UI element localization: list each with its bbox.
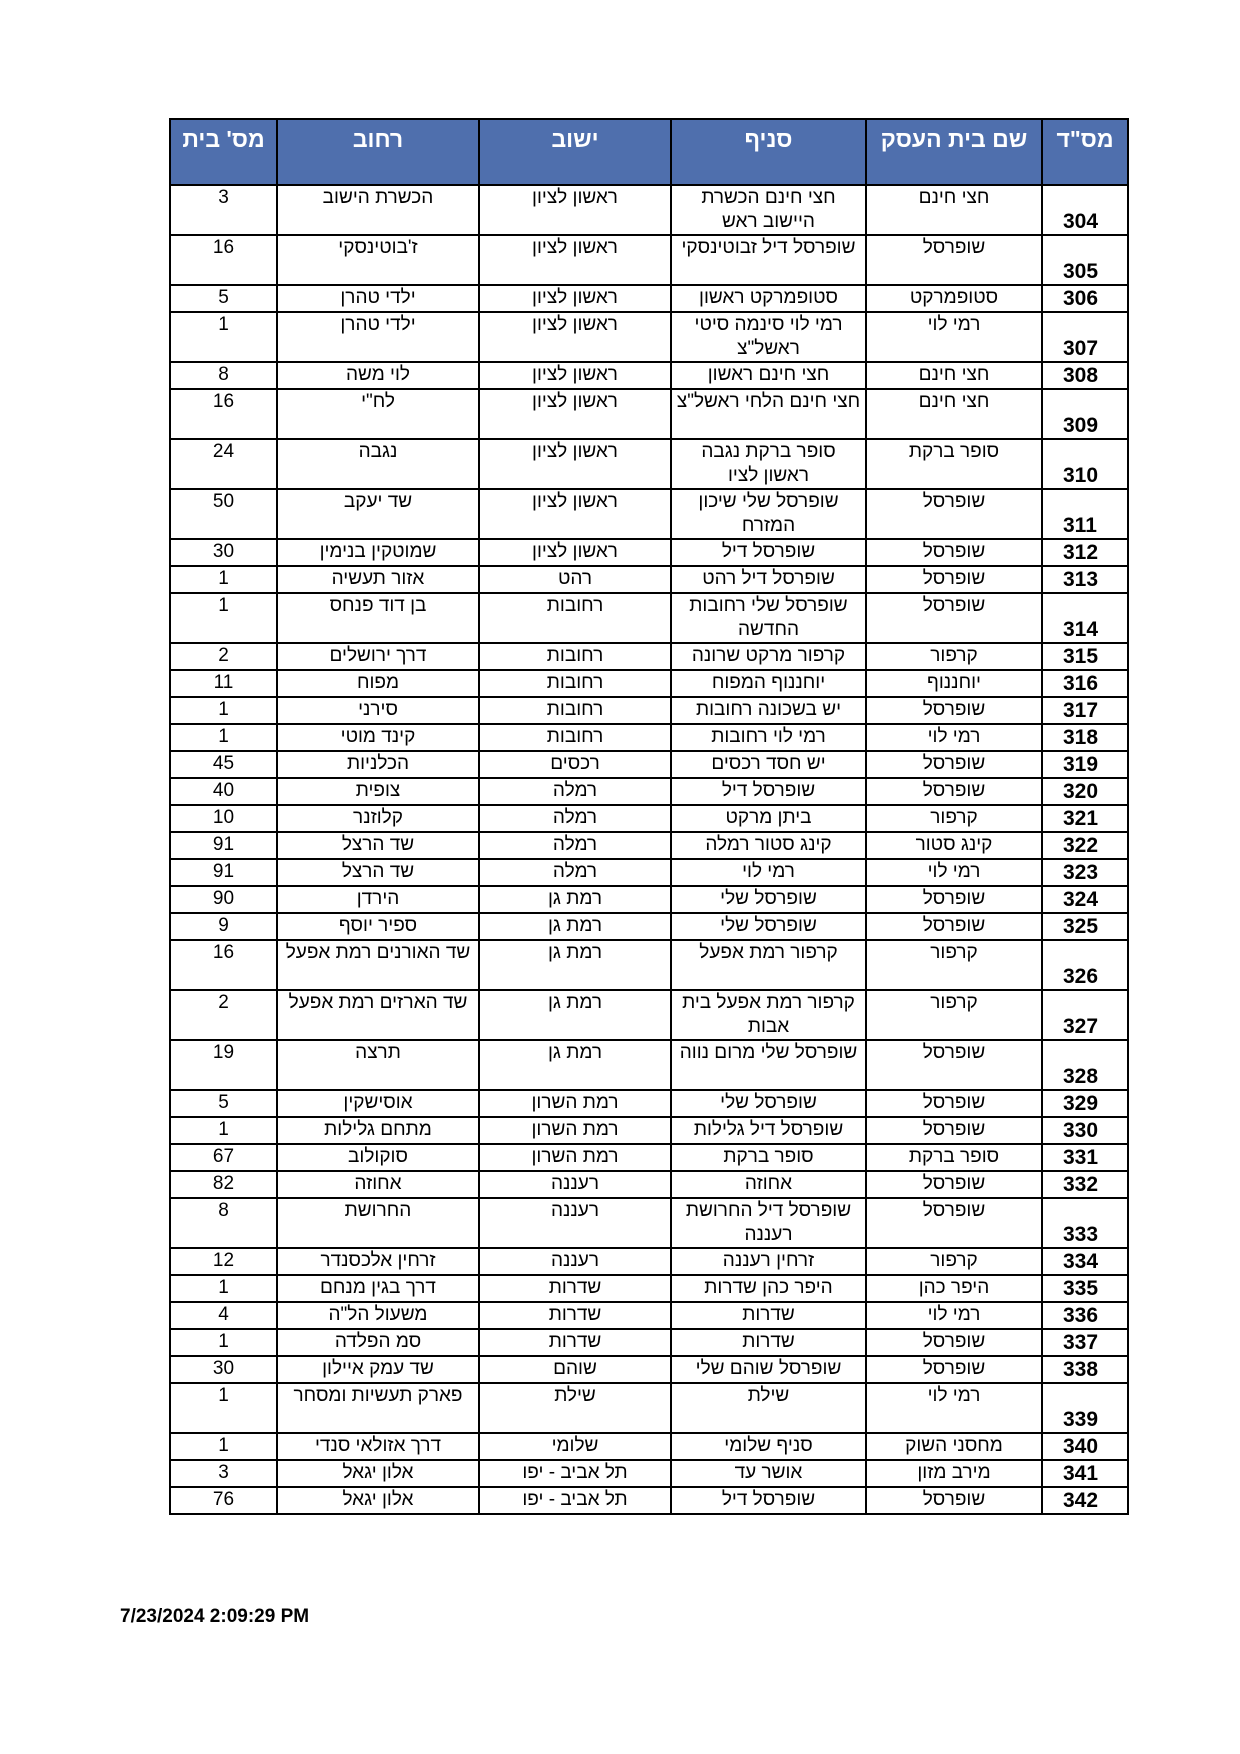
cell-city: ראשון לציון bbox=[479, 362, 671, 389]
table-row bbox=[170, 593, 1128, 643]
cell-branch: קרפור רמת אפעל bbox=[671, 940, 866, 990]
cell-city: רחובות bbox=[479, 724, 671, 751]
cell-street: ז'בוטינסקי bbox=[277, 235, 479, 285]
cell-street: בן דוד פנחס bbox=[277, 593, 479, 643]
cell-house-number: 90 bbox=[170, 886, 277, 913]
cell-business: רמי לוי bbox=[866, 1302, 1042, 1329]
cell-house-number: 1 bbox=[170, 1275, 277, 1302]
cell-id: 332 bbox=[1042, 1171, 1128, 1198]
table-row bbox=[170, 859, 1128, 886]
cell-id: 336 bbox=[1042, 1302, 1128, 1329]
cell-id: 315 bbox=[1042, 643, 1128, 670]
cell-street: אלון יגאל bbox=[277, 1460, 479, 1487]
cell-street: שד האורנים רמת אפעל bbox=[277, 940, 479, 990]
cell-house-number: 1 bbox=[170, 1117, 277, 1144]
cell-id: 308 bbox=[1042, 362, 1128, 389]
cell-branch: סניף שלומי bbox=[671, 1433, 866, 1460]
cell-business: סופר ברקת bbox=[866, 439, 1042, 489]
cell-city: ראשון לציון bbox=[479, 235, 671, 285]
cell-branch: זרחין רעננה bbox=[671, 1248, 866, 1275]
cell-branch: יוחננוף המפוח bbox=[671, 670, 866, 697]
cell-street: אחוזה bbox=[277, 1171, 479, 1198]
table-row bbox=[170, 1356, 1128, 1383]
cell-id: 339 bbox=[1042, 1383, 1128, 1433]
table-body bbox=[170, 185, 1128, 1514]
print-timestamp: 7/23/2024 2:09:29 PM bbox=[120, 1606, 310, 1627]
cell-street: שד הרצל bbox=[277, 832, 479, 859]
cell-street: תרצה bbox=[277, 1040, 479, 1090]
table-row bbox=[170, 832, 1128, 859]
cell-business: שופרסל bbox=[866, 235, 1042, 285]
cell-branch: קרפור מרקט שרונה bbox=[671, 643, 866, 670]
cell-id: 333 bbox=[1042, 1198, 1128, 1248]
cell-branch: רמי לוי רחובות bbox=[671, 724, 866, 751]
cell-id: 317 bbox=[1042, 697, 1128, 724]
table-row bbox=[170, 805, 1128, 832]
cell-business: חצי חינם bbox=[866, 389, 1042, 439]
table-row bbox=[170, 990, 1128, 1040]
cell-house-number: 1 bbox=[170, 1383, 277, 1433]
cell-business: סטופמרקט bbox=[866, 285, 1042, 312]
cell-branch: שופרסל דיל bbox=[671, 778, 866, 805]
cell-branch: שדרות bbox=[671, 1329, 866, 1356]
table-row bbox=[170, 1248, 1128, 1275]
cell-business: קרפור bbox=[866, 805, 1042, 832]
cell-id: 304 bbox=[1042, 185, 1128, 235]
cell-house-number: 1 bbox=[170, 566, 277, 593]
table-row bbox=[170, 362, 1128, 389]
cell-city: רמת גן bbox=[479, 1040, 671, 1090]
cell-business: שופרסל bbox=[866, 778, 1042, 805]
cell-id: 328 bbox=[1042, 1040, 1128, 1090]
cell-house-number: 11 bbox=[170, 670, 277, 697]
cell-business: רמי לוי bbox=[866, 312, 1042, 362]
cell-branch: חצי חינם ראשון bbox=[671, 362, 866, 389]
cell-city: ראשון לציון bbox=[479, 539, 671, 566]
table-row bbox=[170, 1433, 1128, 1460]
cell-business: שופרסל bbox=[866, 1117, 1042, 1144]
cell-house-number: 1 bbox=[170, 697, 277, 724]
cell-branch: היפר כהן שדרות bbox=[671, 1275, 866, 1302]
cell-id: 323 bbox=[1042, 859, 1128, 886]
cell-branch: רמי לוי bbox=[671, 859, 866, 886]
cell-branch: שופרסל דיל רהט bbox=[671, 566, 866, 593]
cell-street: שמוטקין בנימין bbox=[277, 539, 479, 566]
header-row bbox=[170, 119, 1128, 185]
cell-street: הירדן bbox=[277, 886, 479, 913]
cell-house-number: 82 bbox=[170, 1171, 277, 1198]
cell-branch: קינג סטור רמלה bbox=[671, 832, 866, 859]
cell-street: משעול הל"ה bbox=[277, 1302, 479, 1329]
table-header bbox=[170, 119, 1128, 185]
table-row bbox=[170, 1090, 1128, 1117]
cell-city: רחובות bbox=[479, 593, 671, 643]
table-row bbox=[170, 1329, 1128, 1356]
cell-business: יוחננוף bbox=[866, 670, 1042, 697]
cell-city: ראשון לציון bbox=[479, 439, 671, 489]
cell-business: שופרסל bbox=[866, 1198, 1042, 1248]
cell-business: סופר ברקת bbox=[866, 1144, 1042, 1171]
cell-branch: אחוזה bbox=[671, 1171, 866, 1198]
cell-id: 313 bbox=[1042, 566, 1128, 593]
cell-house-number: 8 bbox=[170, 1198, 277, 1248]
header-street: רחוב bbox=[277, 119, 479, 185]
cell-house-number: 40 bbox=[170, 778, 277, 805]
cell-business: רמי לוי bbox=[866, 724, 1042, 751]
cell-branch: שופרסל שלי bbox=[671, 913, 866, 940]
cell-street: דרך בגין מנחם bbox=[277, 1275, 479, 1302]
header-house-number: מס' בית bbox=[170, 119, 277, 185]
cell-branch: שופרסל דיל זבוטינסקי bbox=[671, 235, 866, 285]
cell-branch: שופרסל שלי bbox=[671, 886, 866, 913]
cell-city: ראשון לציון bbox=[479, 312, 671, 362]
table-row bbox=[170, 566, 1128, 593]
cell-business: חצי חינם bbox=[866, 362, 1042, 389]
table-row bbox=[170, 389, 1128, 439]
cell-id: 311 bbox=[1042, 489, 1128, 539]
cell-branch: רמי לוי סינמה סיטי ראשל"צ bbox=[671, 312, 866, 362]
cell-street: שד עמק איילון bbox=[277, 1356, 479, 1383]
cell-id: 341 bbox=[1042, 1460, 1128, 1487]
cell-city: רמלה bbox=[479, 859, 671, 886]
cell-street: אלון יגאל bbox=[277, 1487, 479, 1514]
cell-city: רחובות bbox=[479, 643, 671, 670]
cell-house-number: 8 bbox=[170, 362, 277, 389]
cell-branch: שופרסל שלי שיכון המזרח bbox=[671, 489, 866, 539]
cell-business: היפר כהן bbox=[866, 1275, 1042, 1302]
cell-house-number: 3 bbox=[170, 1460, 277, 1487]
cell-street: מתחם גלילות bbox=[277, 1117, 479, 1144]
cell-city: רמת השרון bbox=[479, 1090, 671, 1117]
cell-business: שופרסל bbox=[866, 489, 1042, 539]
table-row bbox=[170, 670, 1128, 697]
table-row bbox=[170, 697, 1128, 724]
cell-city: ראשון לציון bbox=[479, 185, 671, 235]
cell-branch: סופר ברקת bbox=[671, 1144, 866, 1171]
table-row bbox=[170, 643, 1128, 670]
cell-city: רכסים bbox=[479, 751, 671, 778]
cell-id: 307 bbox=[1042, 312, 1128, 362]
cell-house-number: 1 bbox=[170, 1329, 277, 1356]
cell-house-number: 9 bbox=[170, 913, 277, 940]
cell-city: שדרות bbox=[479, 1329, 671, 1356]
cell-street: הכשרת הישוב bbox=[277, 185, 479, 235]
cell-street: מפוח bbox=[277, 670, 479, 697]
cell-city: שלומי bbox=[479, 1433, 671, 1460]
cell-city: רמת השרון bbox=[479, 1144, 671, 1171]
cell-business: שופרסל bbox=[866, 1171, 1042, 1198]
cell-city: רעננה bbox=[479, 1198, 671, 1248]
cell-branch: אושר עד bbox=[671, 1460, 866, 1487]
table-row bbox=[170, 1171, 1128, 1198]
stores-table bbox=[169, 118, 1129, 1515]
cell-house-number: 91 bbox=[170, 859, 277, 886]
cell-street: ספיר יוסף bbox=[277, 913, 479, 940]
cell-id: 325 bbox=[1042, 913, 1128, 940]
cell-house-number: 5 bbox=[170, 285, 277, 312]
cell-id: 335 bbox=[1042, 1275, 1128, 1302]
cell-house-number: 1 bbox=[170, 593, 277, 643]
cell-house-number: 45 bbox=[170, 751, 277, 778]
cell-city: ראשון לציון bbox=[479, 285, 671, 312]
cell-street: דרך אזולאי סנדי bbox=[277, 1433, 479, 1460]
cell-branch: שופרסל דיל החרושת רעננה bbox=[671, 1198, 866, 1248]
cell-business: שופרסל bbox=[866, 1040, 1042, 1090]
cell-branch: ביתן מרקט bbox=[671, 805, 866, 832]
cell-house-number: 67 bbox=[170, 1144, 277, 1171]
cell-house-number: 30 bbox=[170, 539, 277, 566]
cell-id: 334 bbox=[1042, 1248, 1128, 1275]
cell-city: רמת גן bbox=[479, 990, 671, 1040]
cell-branch: חצי חינם הכשרת היישוב ראש bbox=[671, 185, 866, 235]
table-row bbox=[170, 489, 1128, 539]
cell-branch: שופרסל דיל גלילות bbox=[671, 1117, 866, 1144]
cell-id: 329 bbox=[1042, 1090, 1128, 1117]
cell-city: רעננה bbox=[479, 1171, 671, 1198]
cell-branch: שופרסל שוהם שלי bbox=[671, 1356, 866, 1383]
cell-house-number: 1 bbox=[170, 724, 277, 751]
cell-id: 340 bbox=[1042, 1433, 1128, 1460]
cell-id: 322 bbox=[1042, 832, 1128, 859]
cell-city: רמת גן bbox=[479, 940, 671, 990]
table-row bbox=[170, 539, 1128, 566]
cell-street: אוסישקין bbox=[277, 1090, 479, 1117]
table-row bbox=[170, 1302, 1128, 1329]
table-row bbox=[170, 724, 1128, 751]
cell-id: 327 bbox=[1042, 990, 1128, 1040]
cell-branch: שדרות bbox=[671, 1302, 866, 1329]
cell-city: שדרות bbox=[479, 1275, 671, 1302]
cell-street: הכלניות bbox=[277, 751, 479, 778]
cell-branch: שופרסל שלי bbox=[671, 1090, 866, 1117]
header-branch: סניף bbox=[671, 119, 866, 185]
cell-house-number: 91 bbox=[170, 832, 277, 859]
cell-city: תל אביב - יפו bbox=[479, 1487, 671, 1514]
cell-branch: יש חסד רכסים bbox=[671, 751, 866, 778]
cell-house-number: 1 bbox=[170, 312, 277, 362]
cell-house-number: 16 bbox=[170, 389, 277, 439]
cell-city: רחובות bbox=[479, 670, 671, 697]
cell-business: שופרסל bbox=[866, 697, 1042, 724]
cell-id: 319 bbox=[1042, 751, 1128, 778]
cell-branch: יש בשכונה רחובות bbox=[671, 697, 866, 724]
table-row bbox=[170, 312, 1128, 362]
table-row bbox=[170, 778, 1128, 805]
cell-house-number: 5 bbox=[170, 1090, 277, 1117]
cell-business: רמי לוי bbox=[866, 1383, 1042, 1433]
cell-city: שדרות bbox=[479, 1302, 671, 1329]
cell-business: קרפור bbox=[866, 1248, 1042, 1275]
cell-house-number: 16 bbox=[170, 940, 277, 990]
cell-street: דרך ירושלים bbox=[277, 643, 479, 670]
cell-business: שופרסל bbox=[866, 1487, 1042, 1514]
cell-city: ראשון לציון bbox=[479, 489, 671, 539]
cell-street: צופית bbox=[277, 778, 479, 805]
cell-business: שופרסל bbox=[866, 1329, 1042, 1356]
cell-business: קינג סטור bbox=[866, 832, 1042, 859]
cell-street: זרחין אלכסנדר bbox=[277, 1248, 479, 1275]
cell-house-number: 1 bbox=[170, 1433, 277, 1460]
cell-branch: שופרסל שלי רחובות החדשה bbox=[671, 593, 866, 643]
cell-city: תל אביב - יפו bbox=[479, 1460, 671, 1487]
table-row bbox=[170, 886, 1128, 913]
cell-business: שופרסל bbox=[866, 1356, 1042, 1383]
cell-street: החרושת bbox=[277, 1198, 479, 1248]
cell-id: 314 bbox=[1042, 593, 1128, 643]
table-row bbox=[170, 1144, 1128, 1171]
cell-id: 321 bbox=[1042, 805, 1128, 832]
cell-id: 306 bbox=[1042, 285, 1128, 312]
cell-street: שד הרצל bbox=[277, 859, 479, 886]
table-row bbox=[170, 1487, 1128, 1514]
cell-id: 324 bbox=[1042, 886, 1128, 913]
header-id: מס"ד bbox=[1042, 119, 1128, 185]
cell-branch: שופרסל שלי מרום נווה bbox=[671, 1040, 866, 1090]
cell-id: 337 bbox=[1042, 1329, 1128, 1356]
cell-id: 312 bbox=[1042, 539, 1128, 566]
table-row bbox=[170, 185, 1128, 235]
cell-street: פארק תעשיות ומסחר bbox=[277, 1383, 479, 1433]
cell-street: לח"י bbox=[277, 389, 479, 439]
cell-street: ילדי טהרן bbox=[277, 312, 479, 362]
cell-business: קרפור bbox=[866, 990, 1042, 1040]
cell-city: רמת גן bbox=[479, 913, 671, 940]
cell-house-number: 2 bbox=[170, 643, 277, 670]
cell-id: 316 bbox=[1042, 670, 1128, 697]
cell-branch: סופר ברקת נגבה ראשון לציו bbox=[671, 439, 866, 489]
cell-city: שילת bbox=[479, 1383, 671, 1433]
cell-house-number: 30 bbox=[170, 1356, 277, 1383]
cell-street: ילדי טהרן bbox=[277, 285, 479, 312]
cell-street: נגבה bbox=[277, 439, 479, 489]
cell-house-number: 4 bbox=[170, 1302, 277, 1329]
cell-house-number: 76 bbox=[170, 1487, 277, 1514]
cell-house-number: 24 bbox=[170, 439, 277, 489]
cell-business: רמי לוי bbox=[866, 859, 1042, 886]
cell-city: רמלה bbox=[479, 832, 671, 859]
cell-city: רמלה bbox=[479, 805, 671, 832]
cell-street: סירני bbox=[277, 697, 479, 724]
cell-business: שופרסל bbox=[866, 566, 1042, 593]
cell-street: קלוזנר bbox=[277, 805, 479, 832]
table-row bbox=[170, 913, 1128, 940]
table-row bbox=[170, 235, 1128, 285]
cell-business: חצי חינם bbox=[866, 185, 1042, 235]
cell-branch: סטופמרקט ראשון bbox=[671, 285, 866, 312]
cell-id: 309 bbox=[1042, 389, 1128, 439]
cell-id: 326 bbox=[1042, 940, 1128, 990]
cell-house-number: 50 bbox=[170, 489, 277, 539]
table-row bbox=[170, 1275, 1128, 1302]
cell-business: קרפור bbox=[866, 643, 1042, 670]
cell-business: שופרסל bbox=[866, 751, 1042, 778]
cell-branch: חצי חינם הלחי ראשל"צ bbox=[671, 389, 866, 439]
cell-street: שד יעקב bbox=[277, 489, 479, 539]
cell-branch: שופרסל דיל bbox=[671, 1487, 866, 1514]
cell-id: 330 bbox=[1042, 1117, 1128, 1144]
cell-street: קינד מוטי bbox=[277, 724, 479, 751]
cell-business: שופרסל bbox=[866, 593, 1042, 643]
table-row bbox=[170, 1198, 1128, 1248]
cell-house-number: 3 bbox=[170, 185, 277, 235]
cell-house-number: 19 bbox=[170, 1040, 277, 1090]
cell-business: שופרסל bbox=[866, 913, 1042, 940]
cell-city: רמת גן bbox=[479, 886, 671, 913]
table-row bbox=[170, 285, 1128, 312]
cell-id: 318 bbox=[1042, 724, 1128, 751]
cell-house-number: 2 bbox=[170, 990, 277, 1040]
cell-house-number: 16 bbox=[170, 235, 277, 285]
cell-id: 310 bbox=[1042, 439, 1128, 489]
cell-id: 331 bbox=[1042, 1144, 1128, 1171]
cell-business: מירב מזון bbox=[866, 1460, 1042, 1487]
table-row bbox=[170, 1460, 1128, 1487]
cell-city: רחובות bbox=[479, 697, 671, 724]
table-row bbox=[170, 751, 1128, 778]
cell-house-number: 12 bbox=[170, 1248, 277, 1275]
cell-business: שופרסל bbox=[866, 539, 1042, 566]
cell-city: שוהם bbox=[479, 1356, 671, 1383]
cell-id: 342 bbox=[1042, 1487, 1128, 1514]
cell-street: אזור תעשיה bbox=[277, 566, 479, 593]
table-row bbox=[170, 940, 1128, 990]
cell-street: סוקולוב bbox=[277, 1144, 479, 1171]
cell-branch: שילת bbox=[671, 1383, 866, 1433]
cell-street: סמ הפלדה bbox=[277, 1329, 479, 1356]
table-row bbox=[170, 1383, 1128, 1433]
cell-branch: שופרסל דיל bbox=[671, 539, 866, 566]
table-row bbox=[170, 1040, 1128, 1090]
header-business: שם בית העסק bbox=[866, 119, 1042, 185]
cell-id: 338 bbox=[1042, 1356, 1128, 1383]
cell-business: שופרסל bbox=[866, 1090, 1042, 1117]
cell-business: שופרסל bbox=[866, 886, 1042, 913]
header-city: ישוב bbox=[479, 119, 671, 185]
cell-city: רעננה bbox=[479, 1248, 671, 1275]
cell-city: רהט bbox=[479, 566, 671, 593]
cell-id: 320 bbox=[1042, 778, 1128, 805]
cell-city: רמלה bbox=[479, 778, 671, 805]
table-row bbox=[170, 439, 1128, 489]
cell-house-number: 10 bbox=[170, 805, 277, 832]
cell-city: רמת השרון bbox=[479, 1117, 671, 1144]
cell-branch: קרפור רמת אפעל בית אבות bbox=[671, 990, 866, 1040]
cell-city: ראשון לציון bbox=[479, 389, 671, 439]
cell-business: מחסני השוק bbox=[866, 1433, 1042, 1460]
table-row bbox=[170, 1117, 1128, 1144]
cell-business: קרפור bbox=[866, 940, 1042, 990]
cell-id: 305 bbox=[1042, 235, 1128, 285]
cell-street: שד הארזים רמת אפעל bbox=[277, 990, 479, 1040]
cell-street: לוי משה bbox=[277, 362, 479, 389]
